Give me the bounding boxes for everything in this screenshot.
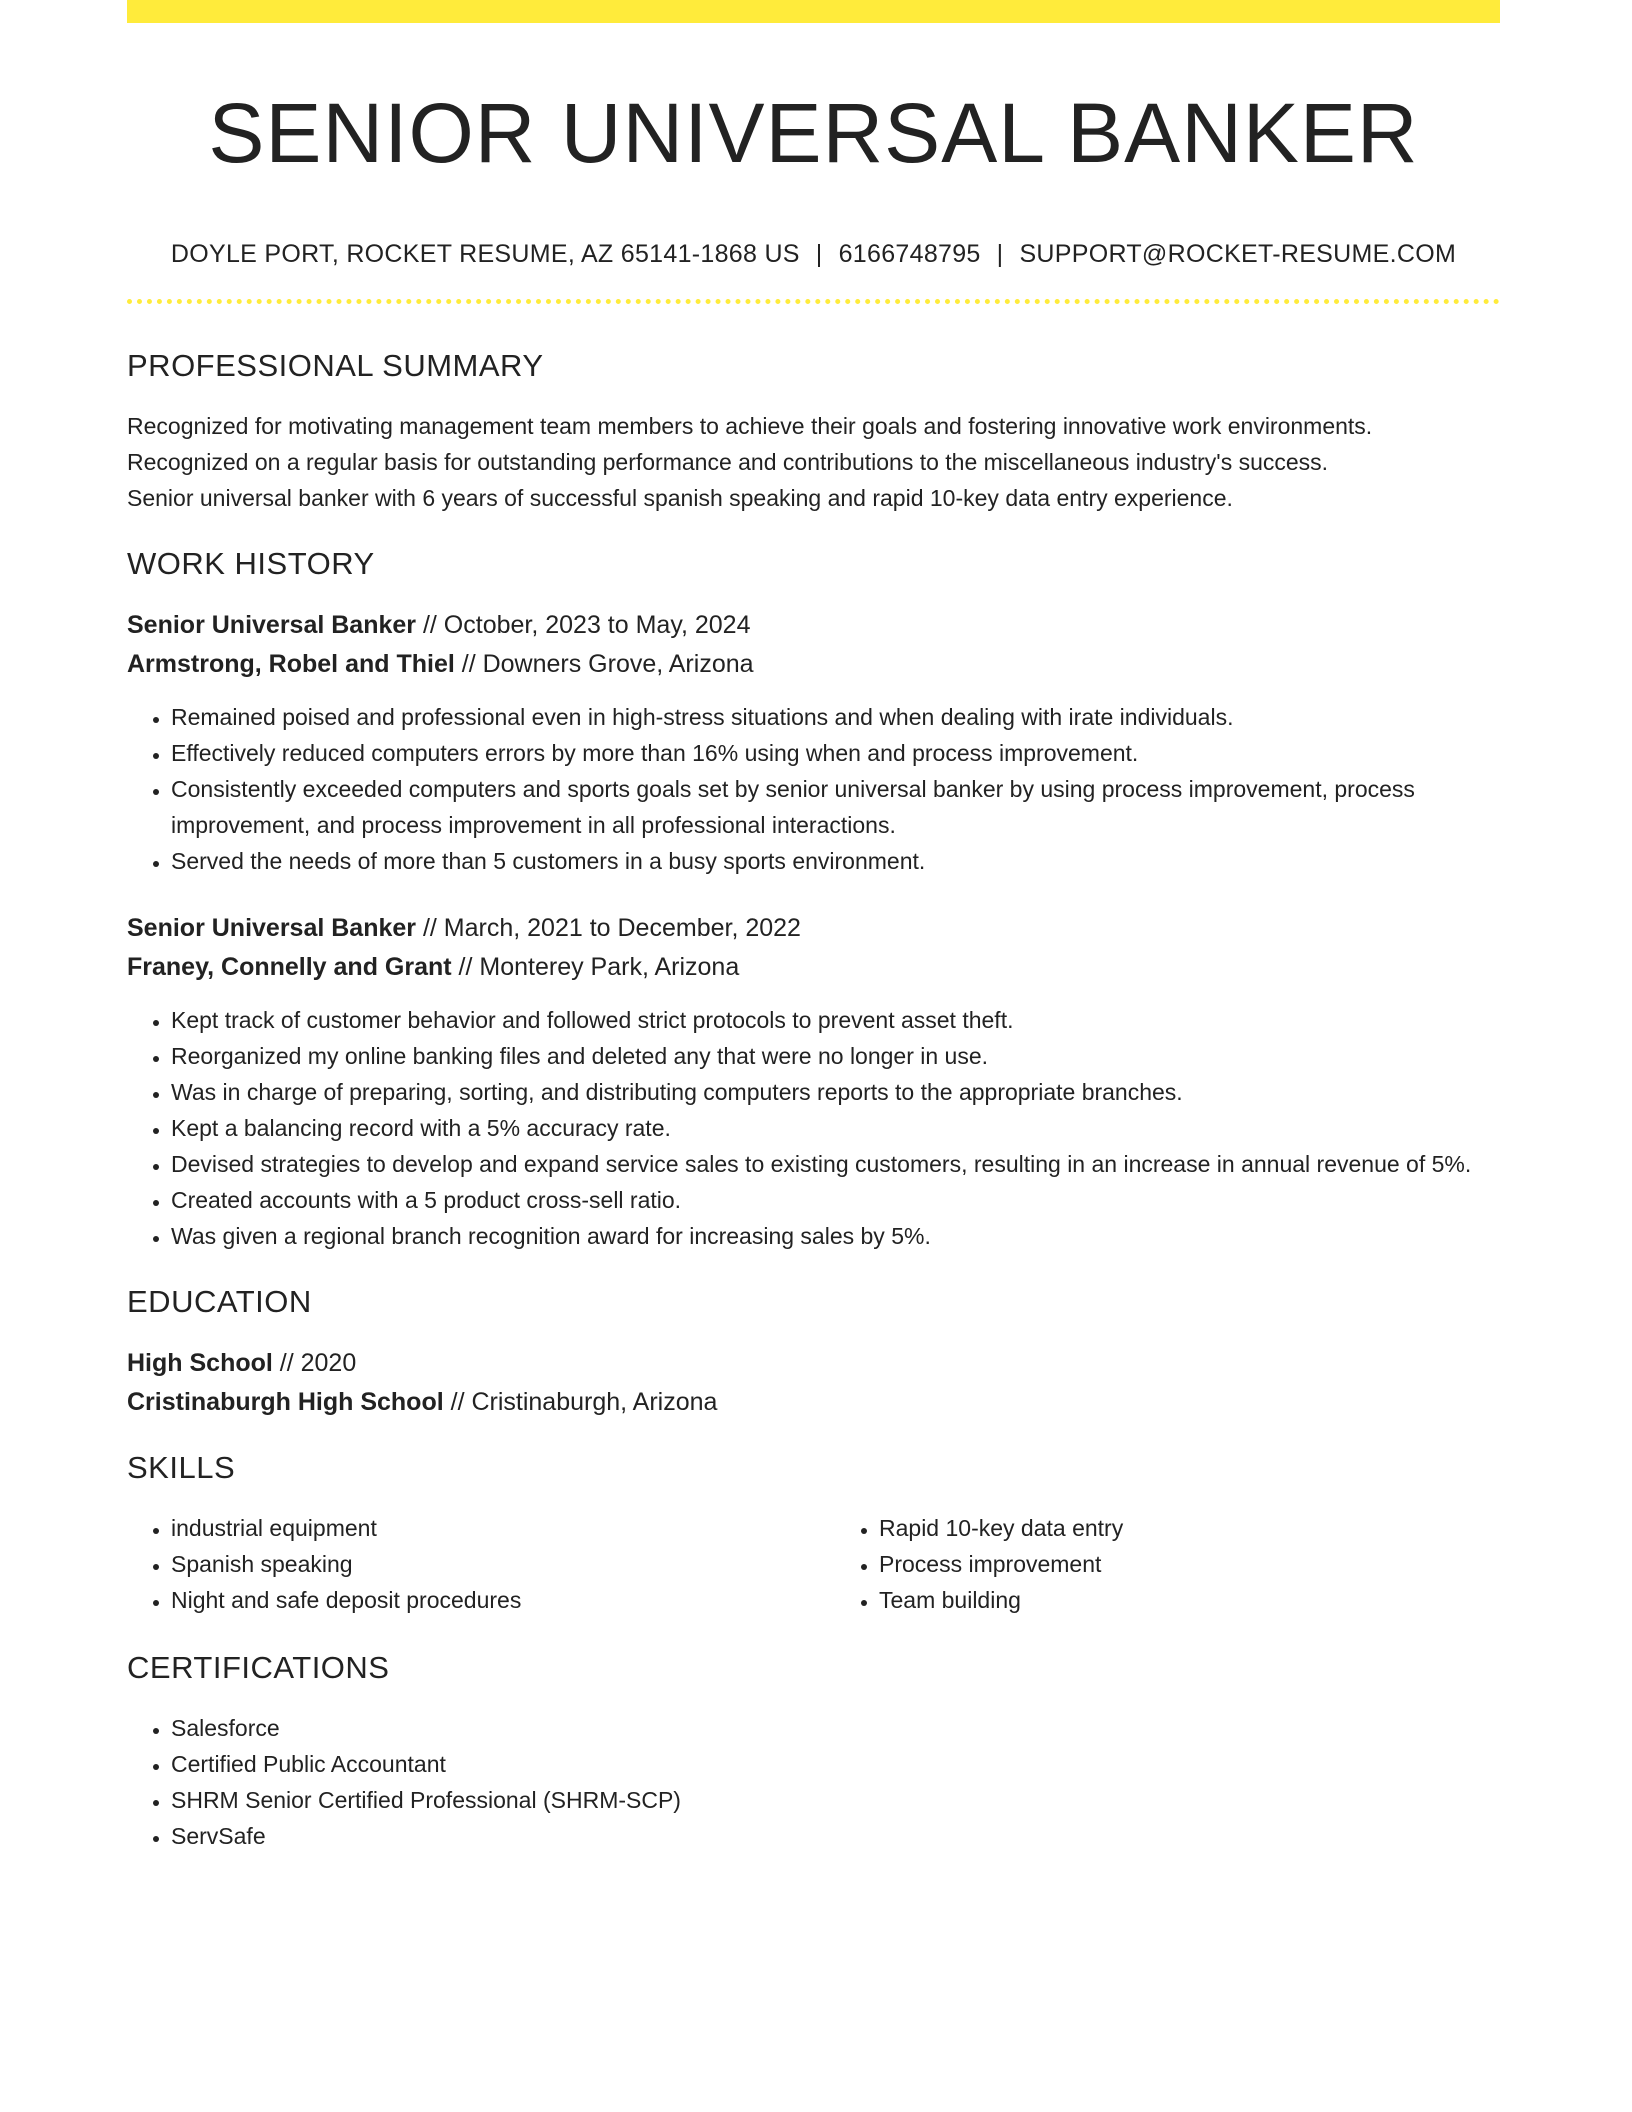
job-bullet: • Remained poised and professional even in high-stress situations and when dealing with irate individuals.	[171, 699, 1500, 735]
education-school: Cristinaburgh High School	[127, 1388, 444, 1416]
job-bullet: • Kept track of customer behavior and followed strict protocols to prevent asset theft.	[171, 1002, 1500, 1038]
skills-list-left	[127, 1510, 792, 1618]
job-title-line	[127, 606, 1500, 645]
job-bullet: • Reorganized my online banking files and deleted any that were no longer in use.	[171, 1038, 1500, 1074]
job-bullet: • Created accounts with a 5 product cross-sell ratio.	[171, 1182, 1500, 1218]
job-bullets	[127, 699, 1500, 879]
section-title-education: EDUCATION	[127, 1284, 312, 1319]
job-bullet: • Served the needs of more than 5 customers in a busy sports environment.	[171, 843, 1500, 879]
education-school-line	[127, 1383, 1500, 1422]
certification-item: • ServSafe	[171, 1818, 1500, 1854]
job-company: Armstrong, Robel and Thiel	[127, 650, 455, 678]
contact-address: DOYLE PORT, ROCKET RESUME, AZ 65141-1868 US	[170, 240, 800, 268]
summary-line: Senior universal banker with 6 years of successful spanish speaking and rapid 10-key data entry experience.	[127, 485, 1233, 511]
job-bullets	[127, 1002, 1500, 1254]
section-title-summary: PROFESSIONAL SUMMARY	[127, 348, 544, 383]
job-bullet: • Was given a regional branch recognition award for increasing sales by 5%.	[171, 1218, 1500, 1254]
skills-list-right	[835, 1510, 1500, 1618]
job-bullet: • Devised strategies to develop and expand service sales to existing customers, resulting in an increase in annual revenue of 5%.	[171, 1146, 1500, 1182]
job-title-line	[127, 909, 1500, 948]
certification-item: • Salesforce	[171, 1710, 1500, 1746]
job-dates: // March, 2021 to December, 2022	[416, 914, 801, 942]
job-bullet: • Kept a balancing record with a 5% accuracy rate.	[171, 1110, 1500, 1146]
job-position: Senior Universal Banker	[127, 914, 417, 942]
job-entry	[127, 606, 1500, 879]
education-degree: High School	[127, 1349, 273, 1377]
contact-email: SUPPORT@ROCKET-RESUME.COM	[1019, 240, 1457, 268]
resume-page	[127, 0, 1500, 1854]
resume-title: SENIOR UNIVERSAL BANKER	[208, 86, 1419, 180]
section-title-skills: SKILLS	[127, 1450, 236, 1485]
job-location: // Monterey Park, Arizona	[451, 953, 740, 981]
job-bullet: • Consistently exceeded computers and sports goals set by senior universal banker by using process improvement, process improvement, and process improvement in all professional interactions.	[171, 771, 1500, 843]
education-degree-line	[127, 1344, 1500, 1383]
certifications-list	[127, 1710, 1500, 1854]
skill-item: • Process improvement	[879, 1546, 1500, 1582]
education-entry	[127, 1344, 1500, 1422]
job-company-line	[127, 645, 1500, 684]
skill-item: • industrial equipment	[171, 1510, 792, 1546]
contact-line	[127, 238, 1500, 270]
summary-text	[127, 408, 1500, 516]
contact-separator: |	[996, 240, 1004, 268]
job-company-line	[127, 948, 1500, 987]
job-company: Franey, Connelly and Grant	[127, 953, 452, 981]
job-position: Senior Universal Banker	[127, 611, 417, 639]
contact-phone: 6166748795	[838, 240, 981, 268]
job-location: // Downers Grove, Arizona	[454, 650, 754, 678]
job-entry	[127, 909, 1500, 1254]
dotted-divider	[127, 299, 1500, 304]
section-title-work-history: WORK HISTORY	[127, 546, 375, 581]
education-year: // 2020	[272, 1349, 357, 1377]
summary-line: Recognized for motivating management team members to achieve their goals and fostering innovative work environments.	[127, 413, 1373, 439]
skill-item: • Night and safe deposit procedures	[171, 1582, 792, 1618]
skill-item: • Spanish speaking	[171, 1546, 792, 1582]
summary-line: Recognized on a regular basis for outstanding performance and contributions to the miscellaneous industry's success.	[127, 449, 1329, 475]
job-bullet: • Effectively reduced computers errors by more than 16% using when and process improvement.	[171, 735, 1500, 771]
skills-columns	[127, 1510, 1500, 1618]
job-bullet: • Was in charge of preparing, sorting, and distributing computers reports to the appropriate branches.	[171, 1074, 1500, 1110]
certification-item: • Certified Public Accountant	[171, 1746, 1500, 1782]
certification-item: • SHRM Senior Certified Professional (SHRM-SCP)	[171, 1782, 1500, 1818]
education-location: // Cristinaburgh, Arizona	[443, 1388, 718, 1416]
section-title-certifications: CERTIFICATIONS	[127, 1650, 390, 1685]
accent-bar	[127, 0, 1500, 23]
contact-separator: |	[815, 240, 823, 268]
job-dates: // October, 2023 to May, 2024	[416, 611, 751, 639]
skill-item: • Rapid 10-key data entry	[879, 1510, 1500, 1546]
skill-item: • Team building	[879, 1582, 1500, 1618]
